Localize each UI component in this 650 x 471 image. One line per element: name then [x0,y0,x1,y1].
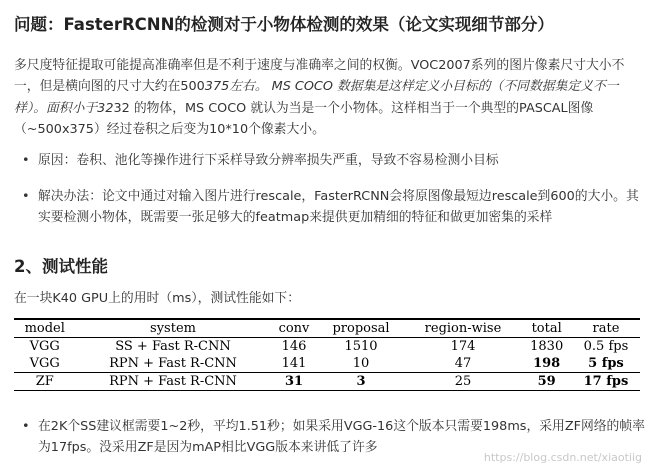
cell-proposal: 1510 [344,339,378,354]
para-text-1: 多尺度特征提取可能提高准确率但是不利于速度与准确率之间的权衡。VOC2007系列的图片像素尺寸大小不一，但是横向图的尺寸大约在500 [14,58,625,95]
performance-table [14,318,640,391]
col-conv: conv [278,321,310,336]
cell-rate: 0.5 fps [583,339,629,354]
cell-system: RPN + Fast R-CNN [109,374,237,389]
cell-system: RPN + Fast R-CNN [109,356,237,371]
cell-region-wise: 174 [450,339,476,354]
cell-conv: 31 [284,374,304,389]
list-item-timing: • 在2K个SS建议框需要1~2秒，平均1.51秒；如果采用VGG-16这个版本只需要198ms，采用ZF网络的帧率为17fps。没采用ZF是因为mAP相比VGG版本来讲低了许多 [22,416,650,459]
watermark: https://blog.csdn.net/xiaotiig [483,451,642,464]
para-text-2: 375左右。 MS COCO 数据集是这样定义小目标的（不同数据集定义不一样）。面积小于32 [14,79,619,116]
cell-model: VGG [29,339,60,354]
col-rate: rate [592,321,620,336]
table-row [14,373,640,391]
col-system: system [150,321,196,336]
cell-model: VGG [29,356,60,371]
cell-total: 1830 [530,339,564,354]
cell-proposal: 3 [356,374,366,389]
section-heading: 2、测试性能 [14,257,108,276]
col-proposal: proposal [332,321,390,336]
cell-rate: 5 fps [588,356,624,371]
col-model: model [24,321,65,336]
list-item-solution: • 解决办法：论文中通过对输入图片进行rescale，FasterRCNN会将原图像最短边rescale到600的大小。其实要检测小物体，既需要一张足够大的featmap来提供更加精细的特征和做更加密集的采样 [22,186,650,229]
col-region-wise: region-wise [424,321,502,336]
para-text-3: 32 的物体，MS COCO 就认为当是一个小物体。这样相当于一个典型的PASCAL图像（~500x375）经过卷积之后变为10*10个像素大小。 [14,100,594,138]
intro-paragraph [14,55,640,141]
cell-model: ZF [35,374,54,389]
table-header-row [14,319,640,338]
cell-conv: 146 [281,339,307,354]
cell-total: 198 [533,356,561,371]
cell-proposal: 10 [352,356,370,371]
cell-conv: 141 [281,356,307,371]
table-row [14,355,640,373]
table-intro: 在一块K40 GPU上的用时（ms），测试性能如下： [14,291,301,306]
cell-region-wise: 47 [454,356,472,371]
page-title: 问题：FasterRCNN的检测对于小物体检测的效果（论文实现细节部分） [14,15,554,34]
cell-total: 59 [537,374,556,389]
cell-region-wise: 25 [454,374,472,389]
list-item-cause: • 原因：卷积、池化等操作进行下采样导致分辨率损失严重，导致不容易检测小目标 [22,150,650,171]
cell-rate: 17 fps [583,374,629,389]
col-total: total [531,321,562,336]
table-row [14,338,640,356]
cell-system: SS + Fast R-CNN [115,339,231,354]
